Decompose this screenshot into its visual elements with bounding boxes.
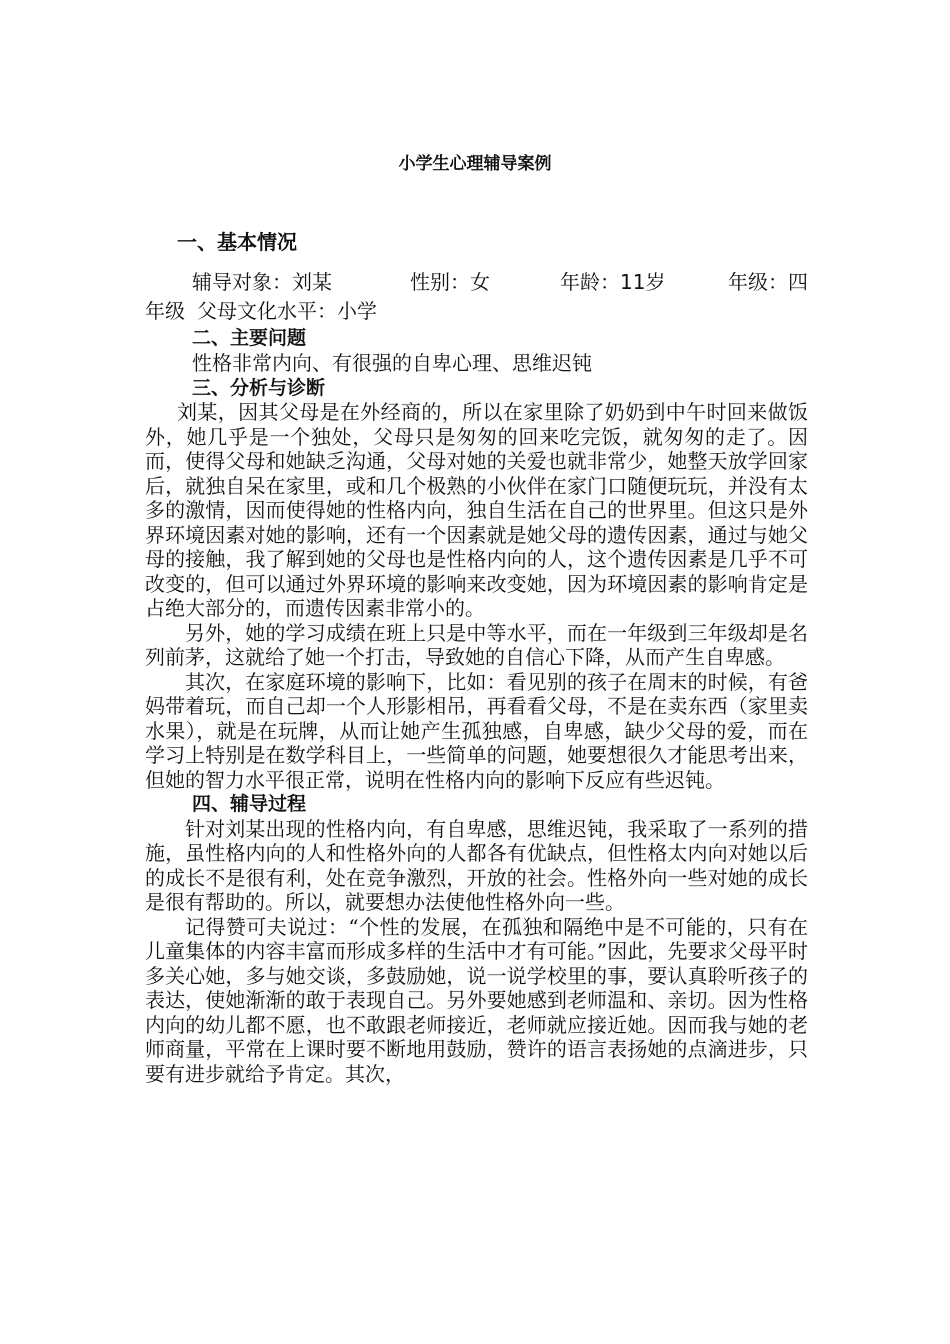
section-heading-process: 四、辅导过程 (192, 793, 307, 815)
grade-suffix: 年级 (145, 299, 185, 323)
age-value: 11 (620, 270, 646, 294)
age-prefix: 年龄： (560, 270, 620, 294)
analysis-paragraph: 另外，她的学习成绩在班上只是中等水平，而在一年级到三年级却是名列前茅，这就给了她一个打击，导致她的自信心下降，从而产生自卑感。 (145, 620, 808, 669)
basic-info-line-2 (145, 296, 808, 326)
basic-info-line (145, 268, 808, 296)
process-paragraph: 记得赞可夫说过：“个性的发展，在孤独和隔绝中是不可能的，只有在儿童集体的内容丰富而形成多样的生活中才有可能。”因此，先要求父母平时多关心她，多与她交谈，多鼓励她，说一说学校里的事，要认真聆听孩子的表达，使她渐渐的敢于表现自己。另外要她感到老师温和、亲切。因为性格内向的幼儿都不愿，也不敢跟老师接近，老师就应接近她。因而我与她的老师商量，平常在上课时要不断地用鼓励，赞许的语言表扬她的点滴进步，只要有进步就给予肯定。其次， (145, 914, 808, 1086)
age-field (560, 268, 680, 296)
subject-field: 辅导对象：刘某 (192, 270, 332, 294)
analysis-paragraph: 其次，在家庭环境的影响下，比如：看见别的孩子在周末的时候，有爸妈带着玩，而自己却一个人形影相吊，再看看父母，不是在卖东西（家里卖水果），就是在玩牌，从而让她产生孤独感，自卑感，缺少父母的爱，而在学习上特别是在数学科目上，一些简单的问题，她要想很久才能思考出来，但她的智力水平很正常，说明在性格内向的影响下反应有些迟钝。 (145, 669, 808, 792)
parents-education-field: 父母文化水平：小学 (197, 299, 377, 323)
document-body (145, 226, 808, 1086)
section-heading-main-problem: 二、主要问题 (192, 327, 307, 349)
section-heading-basic-info: 一、基本情况 (177, 230, 297, 254)
process-paragraph: 针对刘某出现的性格内向，有自卑感，思维迟钝，我采取了一系列的措施，虽性格内向的人和性格外向的人都各有优缺点，但性格太内向对她以后的成长不是很有利，处在竞争激烈，开放的社会。性格外向一些对她的成长是很有帮助的。所以，就要想办法使他性格外向一些。 (145, 816, 808, 914)
grade-field: 年级：四 (728, 270, 808, 294)
section-heading-analysis: 三、分析与诊断 (192, 376, 326, 399)
age-suffix: 岁 (645, 270, 666, 294)
gender-field: 性别：女 (410, 270, 490, 294)
analysis-paragraph: 刘某，因其父母是在外经商的，所以在家里除了奶奶到中午时回来做饭外，她几乎是一个独处，父母只是匆匆的回来吃完饭，就匆匆的走了。因而，使得父母和她缺乏沟通，父母对她的关爱也就非常少，她整天放学回家后，就独自呆在家里，或和几个极熟的小伙伴在家门口随便玩玩，并没有太多的激情，因而使得她的性格内向，独自生活在自己的世界里。但这只是外界环境因素对她的影响，还有一个因素就是她父母的遗传因素，通过与她父母的接触，我了解到她的父母也是性格内向的人，这个遗传因素是几乎不可改变的，但可以通过外界环境的影响来改变她，因为环境因素的影响肯定是占绝大部分的，而遗传因素非常小的。 (145, 400, 808, 620)
document-title: 小学生心理辅导案例 (398, 154, 552, 174)
main-problem-text: 性格非常内向、有很强的自卑心理、思维迟钝 (192, 350, 592, 375)
